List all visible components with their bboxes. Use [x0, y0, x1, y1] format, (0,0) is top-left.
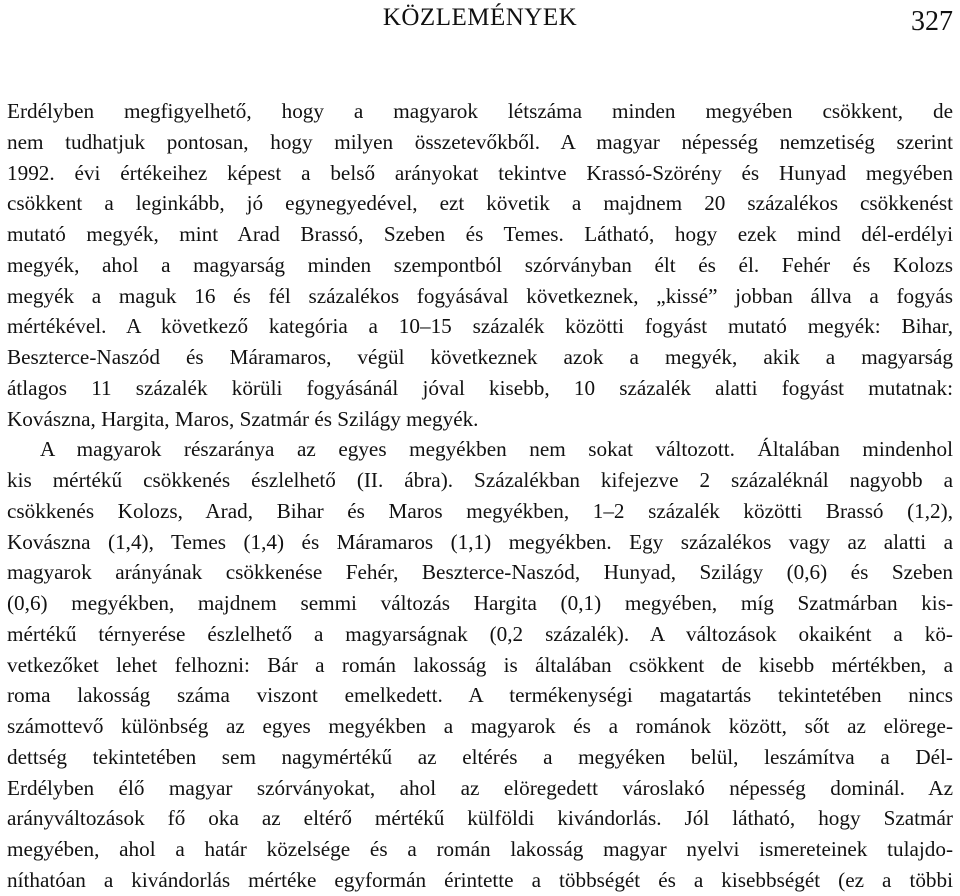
text-line: roma lakosság száma viszont emelkedett. A termékenységi magatartás tekintetében nincs — [7, 683, 953, 708]
text-line: arányváltozások fő oka az eltérő mértékű külföldi kivándorlás. Jól látható, hogy Szatmár — [7, 806, 953, 831]
text-line: vetkezőket lehet felhozni: Bár a román lakosság is általában csökkent de kisebb mértékben, a — [7, 652, 953, 677]
text-line: mértékű térnyerése észlelhető a magyarságnak (0,2 százalék). A változások okaiként a kö- — [7, 621, 953, 646]
text-line: csökkenés Kolozs, Arad, Bihar és Maros megyékben, 1–2 százalék közötti Brassó (1,2), — [7, 498, 953, 523]
text-line: Kovászna (1,4), Temes (1,4) és Máramaros (1,1) megyékben. Egy százalékos vagy az alatti a — [7, 529, 953, 554]
text-line: nem tudhatjuk pontosan, hogy milyen összetevőkből. A magyar népesség nemzetiség szerint — [7, 129, 953, 154]
text-line: megyében, ahol a határ közelsége és a román lakosság magyar nyelvi ismereteinek tulajdo- — [7, 837, 953, 861]
text-line: Kovászna, Hargita, Maros, Szatmár és Szilágy megyék. — [7, 406, 479, 431]
text-line: megyék a maguk 16 és fél százalékos fogyásával következnek, „kissé” jobban állva a fogyás — [7, 283, 953, 308]
text-line: (0,6) megyékben, majdnem semmi változás Hargita (0,1) megyében, míg Szatmárban kis- — [7, 591, 953, 615]
text-line: számottevő különbség az egyes megyékben a magyarok és a románok között, sőt az elörege- — [7, 714, 953, 738]
text-line: dettség tekintetében sem nagymértékű az eltérés a megyéken belül, leszámítva a Dél- — [7, 744, 953, 769]
text-line: Beszterce-Naszód és Máramaros, végül következnek azok a megyék, akik a magyarság — [7, 345, 953, 369]
text-line: magyarok arányának csökkenése Fehér, Beszterce-Naszód, Hunyad, Szilágy (0,6) és Szeben — [7, 560, 953, 585]
page-number: 327 — [911, 6, 953, 37]
text-line: átlagos 11 százalék körüli fogyásánál jóval kisebb, 10 százalék alatti fogyást mutatnak: — [7, 375, 953, 400]
text-line: A magyarok részaránya az egyes megyékben nem sokat változott. Általában mindenhol — [40, 437, 953, 462]
text-line: csökkent a leginkább, jó egynegyedével, ezt követik a majdnem 20 százalékos csökkenést — [7, 191, 953, 216]
text-line: mutató megyék, mint Arad Brassó, Szeben és Temes. Látható, hogy ezek mind dél-erdélyi — [7, 222, 953, 246]
text-line: Erdélyben megfigyelhető, hogy a magyarok létszáma minden megyében csökkent, de — [7, 99, 953, 123]
text-line: Erdélyben élő magyar szórványokat, ahol az elöregedett városlakó népesség dominál. Az — [7, 775, 953, 800]
text-line: megyék, ahol a magyarság minden szempontból szórványban élt és él. Fehér és Kolozs — [7, 252, 953, 277]
text-line: mértékével. A következő kategória a 10–15 százalék közötti fogyást mutató megyék: Bihar, — [7, 314, 953, 339]
text-line: kis mértékű csökkenés észlelhető (II. ábra). Százalékban kifejezve 2 százaléknál nagyobb a — [7, 468, 953, 492]
text-line: níthatóan a kivándorlás mértéke egyformán érintette a többségét és a kisebbségét (ez a többi — [7, 867, 953, 892]
running-head: KÖZLEMÉNYEK — [382, 4, 578, 31]
page-header — [7, 0, 953, 48]
body-text — [7, 96, 953, 896]
text-line: 1992. évi értékeihez képest a belső arányokat tekintve Krassó-Szörény és Hunyad megyében — [7, 160, 953, 185]
